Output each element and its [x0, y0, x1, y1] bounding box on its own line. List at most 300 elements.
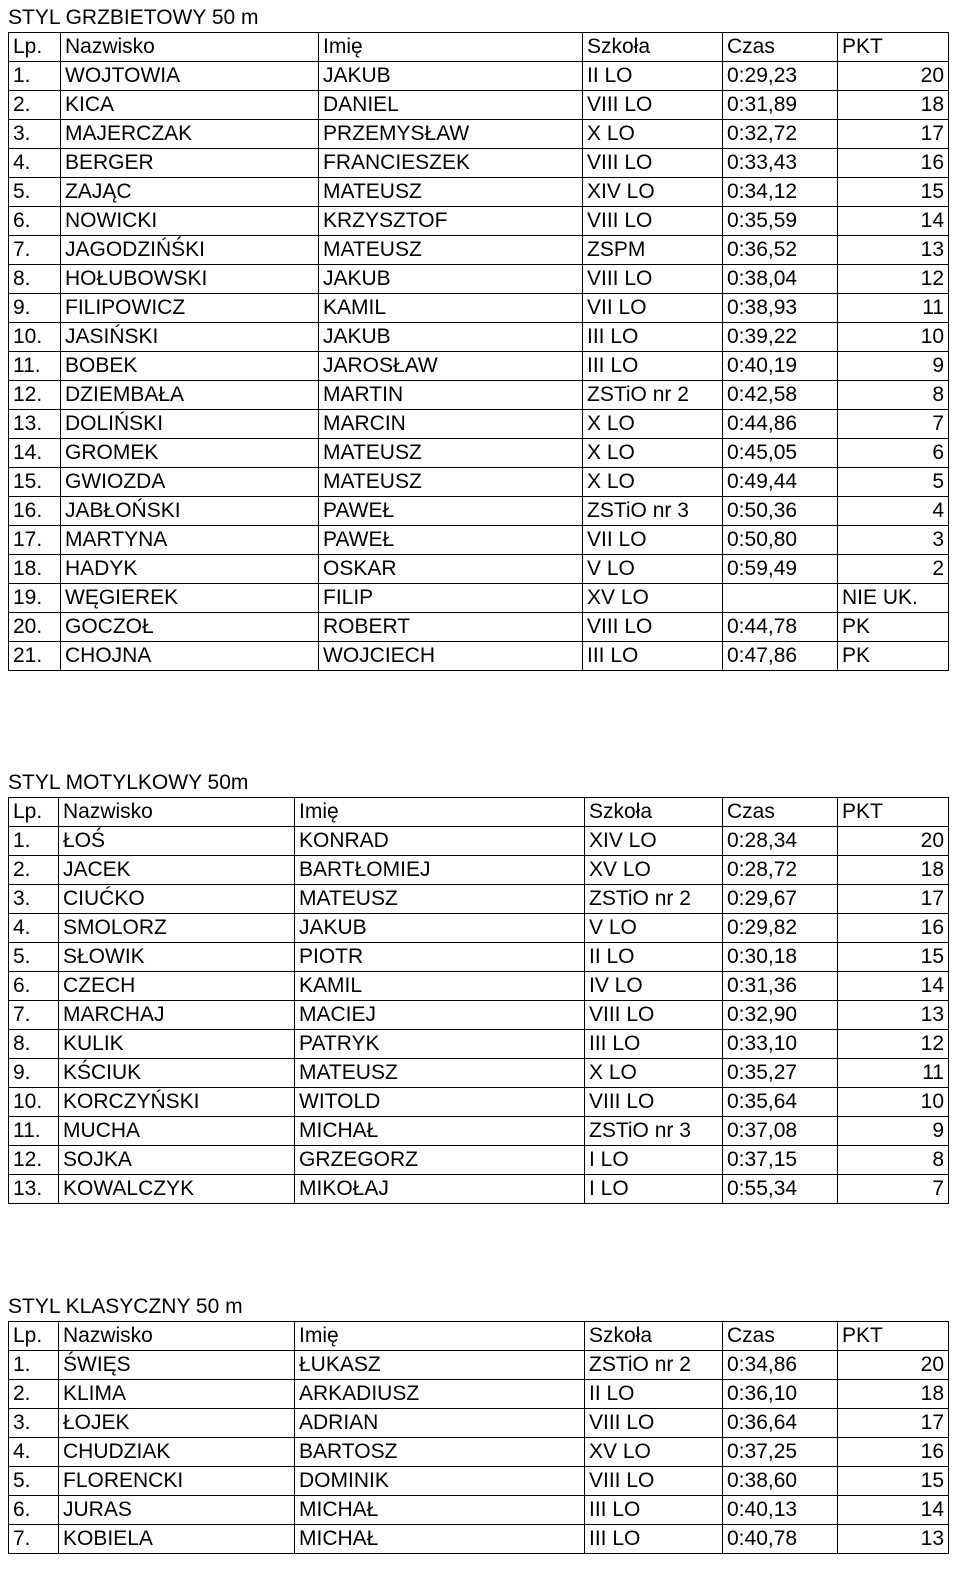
cell-points: 16: [838, 1438, 949, 1467]
cell-first-name: MICHAŁ: [295, 1525, 585, 1554]
cell-time: 0:28,72: [723, 856, 838, 885]
cell-first-name: BARTOSZ: [295, 1438, 585, 1467]
cell-points: 8: [838, 381, 949, 410]
cell-surname: BOBEK: [61, 352, 319, 381]
header-time: Czas: [723, 33, 838, 62]
cell-first-name: MACIEJ: [295, 1001, 585, 1030]
cell-place: 7.: [9, 236, 61, 265]
table-row: [9, 91, 949, 120]
cell-surname: GOCZOŁ: [61, 613, 319, 642]
header-place: Lp.: [9, 1322, 59, 1351]
cell-place: 8.: [9, 265, 61, 294]
cell-time: 0:33,43: [723, 149, 838, 178]
cell-first-name: PAWEŁ: [319, 497, 583, 526]
cell-surname: SŁOWIK: [59, 943, 295, 972]
cell-first-name: KRZYSZTOF: [319, 207, 583, 236]
cell-first-name: JAKUB: [319, 62, 583, 91]
cell-first-name: WITOLD: [295, 1088, 585, 1117]
cell-first-name: DANIEL: [319, 91, 583, 120]
cell-place: 3.: [9, 120, 61, 149]
cell-first-name: BARTŁOMIEJ: [295, 856, 585, 885]
cell-surname: HOŁUBOWSKI: [61, 265, 319, 294]
cell-time: 0:33,10: [723, 1030, 838, 1059]
cell-time: 0:38,93: [723, 294, 838, 323]
cell-school: VII LO: [583, 294, 723, 323]
cell-first-name: JAROSŁAW: [319, 352, 583, 381]
table-row: [9, 120, 949, 149]
cell-surname: KICA: [61, 91, 319, 120]
cell-surname: FLORENCKI: [59, 1467, 295, 1496]
cell-school: VIII LO: [585, 1088, 723, 1117]
cell-school: VIII LO: [583, 91, 723, 120]
cell-time: 0:50,36: [723, 497, 838, 526]
table-row: [9, 1525, 949, 1554]
cell-time: 0:28,34: [723, 827, 838, 856]
cell-place: 21.: [9, 642, 61, 671]
cell-time: 0:30,18: [723, 943, 838, 972]
cell-place: 13.: [9, 410, 61, 439]
cell-place: 4.: [9, 1438, 59, 1467]
table-row: [9, 1409, 949, 1438]
cell-school: X LO: [583, 410, 723, 439]
cell-surname: KOWALCZYK: [59, 1175, 295, 1204]
cell-surname: KOBIELA: [59, 1525, 295, 1554]
cell-surname: ŁOŚ: [59, 827, 295, 856]
cell-school: ZSPM: [583, 236, 723, 265]
cell-place: 6.: [9, 207, 61, 236]
cell-points: 9: [838, 352, 949, 381]
header-place: Lp.: [9, 798, 59, 827]
table-row: [9, 62, 949, 91]
table-row: [9, 642, 949, 671]
cell-time: 0:59,49: [723, 555, 838, 584]
table-row: [9, 294, 949, 323]
cell-points: 15: [838, 1467, 949, 1496]
cell-points: 2: [838, 555, 949, 584]
cell-points: 17: [838, 885, 949, 914]
table-row: [9, 265, 949, 294]
header-surname: Nazwisko: [59, 798, 295, 827]
cell-surname: JAGODZIŃŚKI: [61, 236, 319, 265]
cell-first-name: FRANCIESZEK: [319, 149, 583, 178]
cell-first-name: MATEUSZ: [319, 178, 583, 207]
cell-place: 1.: [9, 827, 59, 856]
cell-place: 13.: [9, 1175, 59, 1204]
cell-points: 14: [838, 972, 949, 1001]
cell-time: 0:37,08: [723, 1117, 838, 1146]
cell-time: 0:34,12: [723, 178, 838, 207]
cell-school: I LO: [585, 1146, 723, 1175]
table-row: [9, 381, 949, 410]
cell-time: 0:47,86: [723, 642, 838, 671]
cell-time: 0:29,67: [723, 885, 838, 914]
cell-place: 10.: [9, 1088, 59, 1117]
cell-time: 0:32,90: [723, 1001, 838, 1030]
cell-points: 13: [838, 236, 949, 265]
section-title: STYL GRZBIETOWY 50 m: [8, 6, 259, 29]
table-header-row: [9, 798, 949, 827]
cell-time: 0:38,60: [723, 1467, 838, 1496]
cell-surname: MARCHAJ: [59, 1001, 295, 1030]
cell-school: VIII LO: [583, 149, 723, 178]
cell-points: 18: [838, 856, 949, 885]
cell-first-name: ROBERT: [319, 613, 583, 642]
cell-time: 0:36,52: [723, 236, 838, 265]
cell-time: 0:45,05: [723, 439, 838, 468]
table-row: [9, 1117, 949, 1146]
cell-surname: JASIŃSKI: [61, 323, 319, 352]
table-row: [9, 207, 949, 236]
table-row: [9, 555, 949, 584]
cell-school: XIV LO: [583, 178, 723, 207]
cell-place: 5.: [9, 1467, 59, 1496]
cell-time: 0:39,22: [723, 323, 838, 352]
cell-first-name: MATEUSZ: [319, 439, 583, 468]
table-row: [9, 149, 949, 178]
cell-points: 18: [838, 1380, 949, 1409]
header-surname: Nazwisko: [59, 1322, 295, 1351]
cell-time: 0:37,25: [723, 1438, 838, 1467]
table-row: [9, 1467, 949, 1496]
cell-points: PK: [838, 613, 949, 642]
cell-first-name: KONRAD: [295, 827, 585, 856]
cell-points: 20: [838, 62, 949, 91]
cell-first-name: KAMIL: [319, 294, 583, 323]
cell-school: ZSTiO nr 2: [585, 1351, 723, 1380]
cell-school: VIII LO: [585, 1409, 723, 1438]
cell-points: 7: [838, 1175, 949, 1204]
cell-place: 5.: [9, 178, 61, 207]
cell-time: 0:35,59: [723, 207, 838, 236]
cell-school: X LO: [585, 1059, 723, 1088]
cell-surname: JACEK: [59, 856, 295, 885]
header-school: Szkoła: [585, 798, 723, 827]
cell-first-name: JAKUB: [319, 323, 583, 352]
cell-school: X LO: [583, 468, 723, 497]
table-row: [9, 497, 949, 526]
cell-first-name: MIKOŁAJ: [295, 1175, 585, 1204]
cell-school: II LO: [585, 943, 723, 972]
cell-place: 11.: [9, 1117, 59, 1146]
cell-surname: CHUDZIAK: [59, 1438, 295, 1467]
cell-points: 18: [838, 91, 949, 120]
cell-school: II LO: [583, 62, 723, 91]
cell-school: III LO: [583, 352, 723, 381]
results-table: [8, 797, 949, 1204]
header-first-name: Imię: [319, 33, 583, 62]
table-row: [9, 885, 949, 914]
cell-place: 6.: [9, 972, 59, 1001]
cell-time: 0:44,78: [723, 613, 838, 642]
cell-time: [723, 584, 838, 613]
cell-points: 10: [838, 323, 949, 352]
cell-place: 18.: [9, 555, 61, 584]
table-header-row: [9, 1322, 949, 1351]
cell-first-name: MATEUSZ: [295, 885, 585, 914]
section-backstroke: [8, 2, 949, 671]
table-row: [9, 1088, 949, 1117]
cell-school: VIII LO: [583, 613, 723, 642]
cell-surname: ŁOJEK: [59, 1409, 295, 1438]
header-first-name: Imię: [295, 798, 585, 827]
cell-surname: ŚWIĘS: [59, 1351, 295, 1380]
cell-place: 15.: [9, 468, 61, 497]
table-row: [9, 352, 949, 381]
cell-place: 2.: [9, 1380, 59, 1409]
cell-school: V LO: [585, 914, 723, 943]
cell-place: 2.: [9, 91, 61, 120]
cell-first-name: ADRIAN: [295, 1409, 585, 1438]
cell-points: 14: [838, 207, 949, 236]
cell-points: 15: [838, 943, 949, 972]
cell-surname: NOWICKI: [61, 207, 319, 236]
cell-first-name: JAKUB: [319, 265, 583, 294]
cell-place: 19.: [9, 584, 61, 613]
cell-time: 0:31,89: [723, 91, 838, 120]
cell-surname: JABŁOŃSKI: [61, 497, 319, 526]
cell-time: 0:29,82: [723, 914, 838, 943]
cell-school: I LO: [585, 1175, 723, 1204]
results-table: [8, 32, 949, 671]
cell-school: VIII LO: [583, 207, 723, 236]
cell-time: 0:40,78: [723, 1525, 838, 1554]
table-header-row: [9, 33, 949, 62]
cell-points: NIE UK.: [838, 584, 949, 613]
cell-school: ZSTiO nr 2: [585, 885, 723, 914]
cell-surname: KULIK: [59, 1030, 295, 1059]
header-surname: Nazwisko: [61, 33, 319, 62]
cell-points: 16: [838, 149, 949, 178]
cell-surname: SOJKA: [59, 1146, 295, 1175]
cell-school: VIII LO: [585, 1001, 723, 1030]
header-first-name: Imię: [295, 1322, 585, 1351]
cell-surname: ZAJĄC: [61, 178, 319, 207]
cell-surname: DZIEMBAŁA: [61, 381, 319, 410]
cell-surname: MAJERCZAK: [61, 120, 319, 149]
header-time: Czas: [723, 1322, 838, 1351]
cell-surname: FILIPOWICZ: [61, 294, 319, 323]
cell-first-name: KAMIL: [295, 972, 585, 1001]
cell-place: 2.: [9, 856, 59, 885]
table-row: [9, 526, 949, 555]
cell-points: 6: [838, 439, 949, 468]
cell-points: 10: [838, 1088, 949, 1117]
cell-time: 0:49,44: [723, 468, 838, 497]
cell-surname: WĘGIEREK: [61, 584, 319, 613]
table-row: [9, 613, 949, 642]
cell-place: 7.: [9, 1525, 59, 1554]
cell-place: 6.: [9, 1496, 59, 1525]
cell-school: ZSTiO nr 3: [583, 497, 723, 526]
cell-surname: MARTYNA: [61, 526, 319, 555]
cell-points: 3: [838, 526, 949, 555]
cell-school: XIV LO: [585, 827, 723, 856]
cell-surname: KORCZYŃSKI: [59, 1088, 295, 1117]
cell-school: VII LO: [583, 526, 723, 555]
cell-first-name: GRZEGORZ: [295, 1146, 585, 1175]
table-row: [9, 914, 949, 943]
cell-points: 7: [838, 410, 949, 439]
cell-school: X LO: [583, 439, 723, 468]
cell-points: 8: [838, 1146, 949, 1175]
cell-place: 12.: [9, 381, 61, 410]
cell-place: 4.: [9, 914, 59, 943]
cell-place: 3.: [9, 885, 59, 914]
cell-points: 12: [838, 265, 949, 294]
results-table: [8, 1321, 949, 1554]
cell-points: 4: [838, 497, 949, 526]
table-row: [9, 236, 949, 265]
cell-first-name: MATEUSZ: [319, 236, 583, 265]
table-row: [9, 1059, 949, 1088]
cell-first-name: MATEUSZ: [295, 1059, 585, 1088]
cell-points: 16: [838, 914, 949, 943]
cell-surname: GWIOZDA: [61, 468, 319, 497]
table-row: [9, 1030, 949, 1059]
cell-first-name: MICHAŁ: [295, 1117, 585, 1146]
cell-school: II LO: [585, 1380, 723, 1409]
cell-first-name: ARKADIUSZ: [295, 1380, 585, 1409]
cell-first-name: OSKAR: [319, 555, 583, 584]
cell-surname: SMOLORZ: [59, 914, 295, 943]
header-place: Lp.: [9, 33, 61, 62]
cell-surname: CHOJNA: [61, 642, 319, 671]
cell-place: 5.: [9, 943, 59, 972]
cell-points: PK: [838, 642, 949, 671]
cell-time: 0:35,64: [723, 1088, 838, 1117]
table-row: [9, 439, 949, 468]
cell-place: 10.: [9, 323, 61, 352]
cell-first-name: ŁUKASZ: [295, 1351, 585, 1380]
cell-surname: DOLIŃSKI: [61, 410, 319, 439]
cell-place: 9.: [9, 1059, 59, 1088]
cell-school: III LO: [585, 1525, 723, 1554]
cell-time: 0:44,86: [723, 410, 838, 439]
table-row: [9, 323, 949, 352]
table-row: [9, 943, 949, 972]
cell-points: 15: [838, 178, 949, 207]
cell-surname: CZECH: [59, 972, 295, 1001]
cell-school: V LO: [583, 555, 723, 584]
cell-place: 7.: [9, 1001, 59, 1030]
cell-place: 14.: [9, 439, 61, 468]
cell-time: 0:42,58: [723, 381, 838, 410]
cell-points: 11: [838, 1059, 949, 1088]
section-breaststroke: [8, 1291, 949, 1554]
cell-first-name: WOJCIECH: [319, 642, 583, 671]
table-row: [9, 1001, 949, 1030]
cell-points: 9: [838, 1117, 949, 1146]
cell-time: 0:50,80: [723, 526, 838, 555]
cell-surname: MUCHA: [59, 1117, 295, 1146]
cell-place: 17.: [9, 526, 61, 555]
cell-time: 0:36,10: [723, 1380, 838, 1409]
cell-first-name: MATEUSZ: [319, 468, 583, 497]
cell-points: 12: [838, 1030, 949, 1059]
cell-place: 16.: [9, 497, 61, 526]
cell-place: 1.: [9, 62, 61, 91]
cell-first-name: PATRYK: [295, 1030, 585, 1059]
cell-points: 20: [838, 827, 949, 856]
cell-time: 0:35,27: [723, 1059, 838, 1088]
cell-surname: KŚCIUK: [59, 1059, 295, 1088]
cell-first-name: MICHAŁ: [295, 1496, 585, 1525]
cell-place: 1.: [9, 1351, 59, 1380]
cell-school: XV LO: [585, 856, 723, 885]
cell-surname: KLIMA: [59, 1380, 295, 1409]
cell-time: 0:34,86: [723, 1351, 838, 1380]
cell-school: IV LO: [585, 972, 723, 1001]
section-butterfly: [8, 767, 949, 1204]
header-school: Szkoła: [585, 1322, 723, 1351]
cell-surname: HADYK: [61, 555, 319, 584]
cell-time: 0:32,72: [723, 120, 838, 149]
cell-first-name: MARCIN: [319, 410, 583, 439]
cell-first-name: DOMINIK: [295, 1467, 585, 1496]
header-points: PKT: [838, 798, 949, 827]
cell-place: 4.: [9, 149, 61, 178]
table-row: [9, 1380, 949, 1409]
cell-time: 0:38,04: [723, 265, 838, 294]
table-row: [9, 410, 949, 439]
cell-points: 13: [838, 1525, 949, 1554]
cell-time: 0:37,15: [723, 1146, 838, 1175]
cell-first-name: PIOTR: [295, 943, 585, 972]
cell-school: III LO: [583, 323, 723, 352]
cell-school: III LO: [585, 1496, 723, 1525]
cell-school: X LO: [583, 120, 723, 149]
cell-surname: BERGER: [61, 149, 319, 178]
cell-points: 13: [838, 1001, 949, 1030]
cell-time: 0:36,64: [723, 1409, 838, 1438]
cell-time: 0:40,19: [723, 352, 838, 381]
cell-points: 17: [838, 120, 949, 149]
table-row: [9, 178, 949, 207]
cell-first-name: FILIP: [319, 584, 583, 613]
header-points: PKT: [838, 1322, 949, 1351]
table-row: [9, 584, 949, 613]
cell-points: 11: [838, 294, 949, 323]
cell-place: 20.: [9, 613, 61, 642]
cell-place: 12.: [9, 1146, 59, 1175]
table-row: [9, 468, 949, 497]
cell-place: 8.: [9, 1030, 59, 1059]
cell-first-name: JAKUB: [295, 914, 585, 943]
cell-first-name: MARTIN: [319, 381, 583, 410]
cell-place: 3.: [9, 1409, 59, 1438]
cell-surname: CIUĆKO: [59, 885, 295, 914]
table-row: [9, 827, 949, 856]
cell-points: 14: [838, 1496, 949, 1525]
header-time: Czas: [723, 798, 838, 827]
table-row: [9, 1146, 949, 1175]
cell-school: VIII LO: [583, 265, 723, 294]
header-points: PKT: [838, 33, 949, 62]
table-row: [9, 1496, 949, 1525]
cell-school: XV LO: [585, 1438, 723, 1467]
cell-surname: GROMEK: [61, 439, 319, 468]
table-row: [9, 1351, 949, 1380]
cell-school: III LO: [585, 1030, 723, 1059]
cell-school: XV LO: [583, 584, 723, 613]
cell-points: 17: [838, 1409, 949, 1438]
cell-school: III LO: [583, 642, 723, 671]
cell-first-name: PRZEMYSŁAW: [319, 120, 583, 149]
header-school: Szkoła: [583, 33, 723, 62]
table-row: [9, 1438, 949, 1467]
cell-place: 9.: [9, 294, 61, 323]
table-row: [9, 972, 949, 1001]
